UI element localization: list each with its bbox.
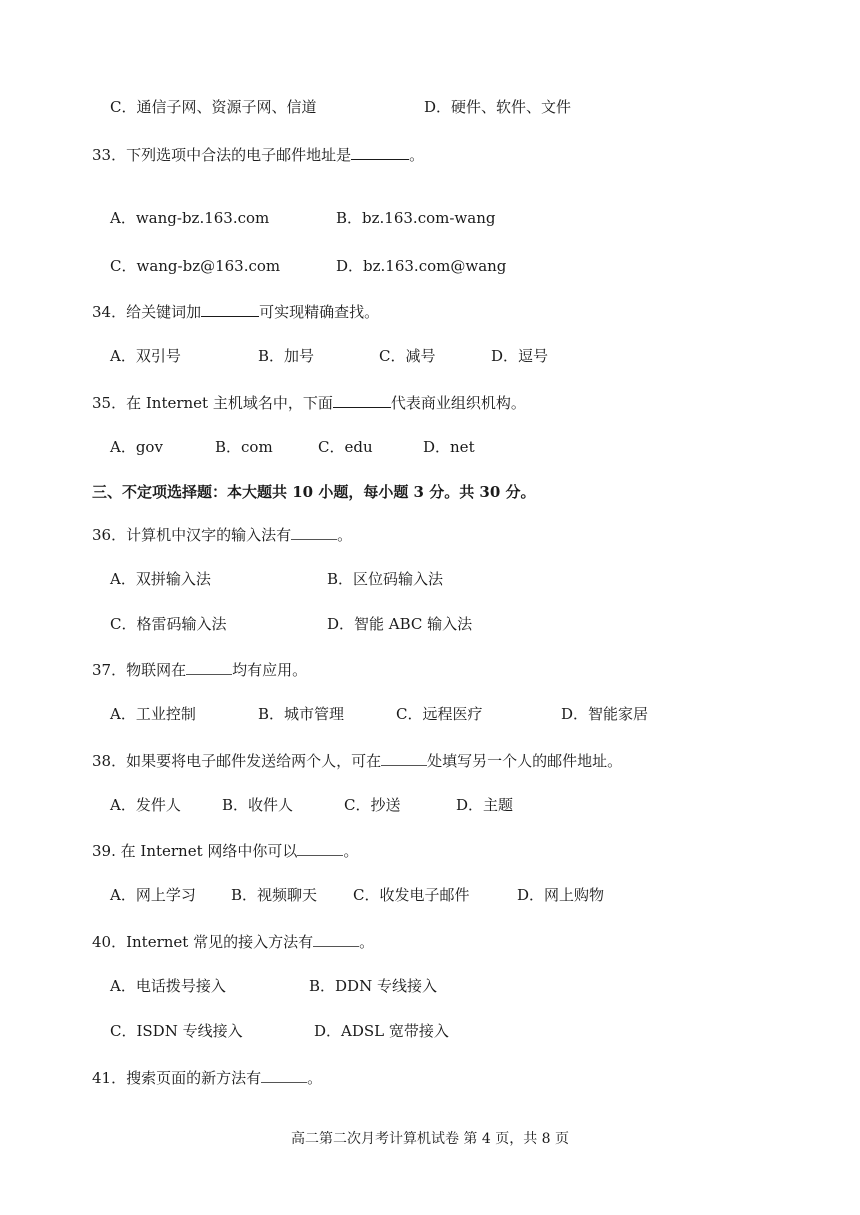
answer-blank	[333, 392, 391, 408]
question-40-stem	[92, 931, 374, 952]
question-34-end: 可实现精确查找。	[259, 303, 380, 321]
question-36-text: 36．计算机中汉字的输入法有	[92, 526, 292, 544]
q37-option-b: B．城市管理	[258, 705, 345, 723]
q39-option-c: C．收发电子邮件	[353, 886, 470, 904]
q36-option-c: C．格雷码输入法	[110, 615, 227, 633]
question-37-text: 37．物联网在	[92, 661, 187, 679]
q40-option-d: D．ADSL 宽带接入	[314, 1022, 449, 1040]
question-39-text: 39. 在 Internet 网络中你可以	[92, 842, 298, 860]
q34-option-d: D．逗号	[491, 347, 549, 365]
q39-option-d: D．网上购物	[517, 886, 605, 904]
q38-option-d: D．主题	[456, 796, 514, 814]
question-37-end: 均有应用。	[232, 661, 308, 679]
q35-option-a: A．gov	[110, 438, 163, 456]
q36-option-a: A．双拼输入法	[110, 570, 211, 588]
q36-option-d: D．智能 ABC 输入法	[327, 615, 473, 633]
question-38-stem	[92, 750, 622, 771]
q39-option-a: A．网上学习	[110, 886, 196, 904]
answer-blank	[313, 931, 359, 947]
answer-blank	[201, 301, 259, 317]
question-35-text: 35．在 Internet 主机域名中，下面	[92, 394, 333, 412]
q37-option-c: C．远程医疗	[396, 705, 483, 723]
answer-blank	[291, 524, 337, 540]
q34-option-c: C．减号	[379, 347, 436, 365]
question-34-text: 34．给关键词加	[92, 303, 202, 321]
question-41-stem	[92, 1067, 322, 1088]
question-33-text: 33．下列选项中合法的电子邮件地址是	[92, 146, 352, 164]
answer-blank	[297, 840, 343, 856]
question-34-stem	[92, 301, 379, 322]
section-3-heading: 三、不定项选择题：本大题共 10 小题，每小题 3 分。共 30 分。	[92, 483, 536, 501]
question-35-stem	[92, 392, 526, 413]
q32-option-c: C．通信子网、资源子网、信道	[110, 98, 317, 116]
q32-option-d: D．硬件、软件、文件	[424, 98, 572, 116]
q34-option-a: A．双引号	[110, 347, 181, 365]
q37-option-a: A．工业控制	[110, 705, 196, 723]
q39-option-b: B．视频聊天	[231, 886, 318, 904]
question-38-end: 处填写另一个人的邮件地址。	[427, 752, 623, 770]
q38-option-c: C．抄送	[344, 796, 401, 814]
q34-option-b: B．加号	[258, 347, 315, 365]
question-35-end: 代表商业组织机构。	[390, 394, 526, 412]
answer-blank	[186, 659, 232, 675]
q33-option-c: C．wang-bz@163.com	[110, 257, 281, 275]
q33-option-b: B．bz.163.com-wang	[336, 209, 496, 227]
question-36-stem	[92, 524, 352, 545]
question-40-text: 40．Internet 常见的接入方法有	[92, 933, 314, 951]
question-33-end: 。	[409, 146, 425, 164]
question-39-end: 。	[343, 842, 359, 860]
q35-option-d: D．net	[423, 438, 475, 456]
question-39-stem	[92, 840, 358, 861]
question-40-end: 。	[359, 933, 375, 951]
q38-option-a: A．发件人	[110, 796, 181, 814]
question-41-text: 41．搜索页面的新方法有	[92, 1069, 262, 1087]
question-33-stem	[92, 144, 424, 165]
q37-option-d: D．智能家居	[561, 705, 649, 723]
answer-blank	[261, 1067, 307, 1083]
q36-option-b: B．区位码输入法	[327, 570, 444, 588]
question-38-text: 38．如果要将电子邮件发送给两个人，可在	[92, 752, 382, 770]
q35-option-b: B．com	[215, 438, 273, 456]
question-41-end: 。	[307, 1069, 323, 1087]
question-37-stem	[92, 659, 307, 680]
page-footer: 高二第二次月考计算机试卷 第 4 页，共 8 页	[290, 1131, 570, 1147]
answer-blank	[381, 750, 427, 766]
q35-option-c: C．edu	[318, 438, 373, 456]
q38-option-b: B．收件人	[222, 796, 294, 814]
q33-option-a: A．wang-bz.163.com	[110, 209, 270, 227]
question-36-end: 。	[337, 526, 353, 544]
q40-option-a: A．电话拨号接入	[110, 977, 226, 995]
q40-option-b: B．DDN 专线接入	[309, 977, 437, 995]
answer-blank	[351, 144, 409, 160]
q33-option-d: D．bz.163.com@wang	[336, 257, 507, 275]
q40-option-c: C．ISDN 专线接入	[110, 1022, 243, 1040]
